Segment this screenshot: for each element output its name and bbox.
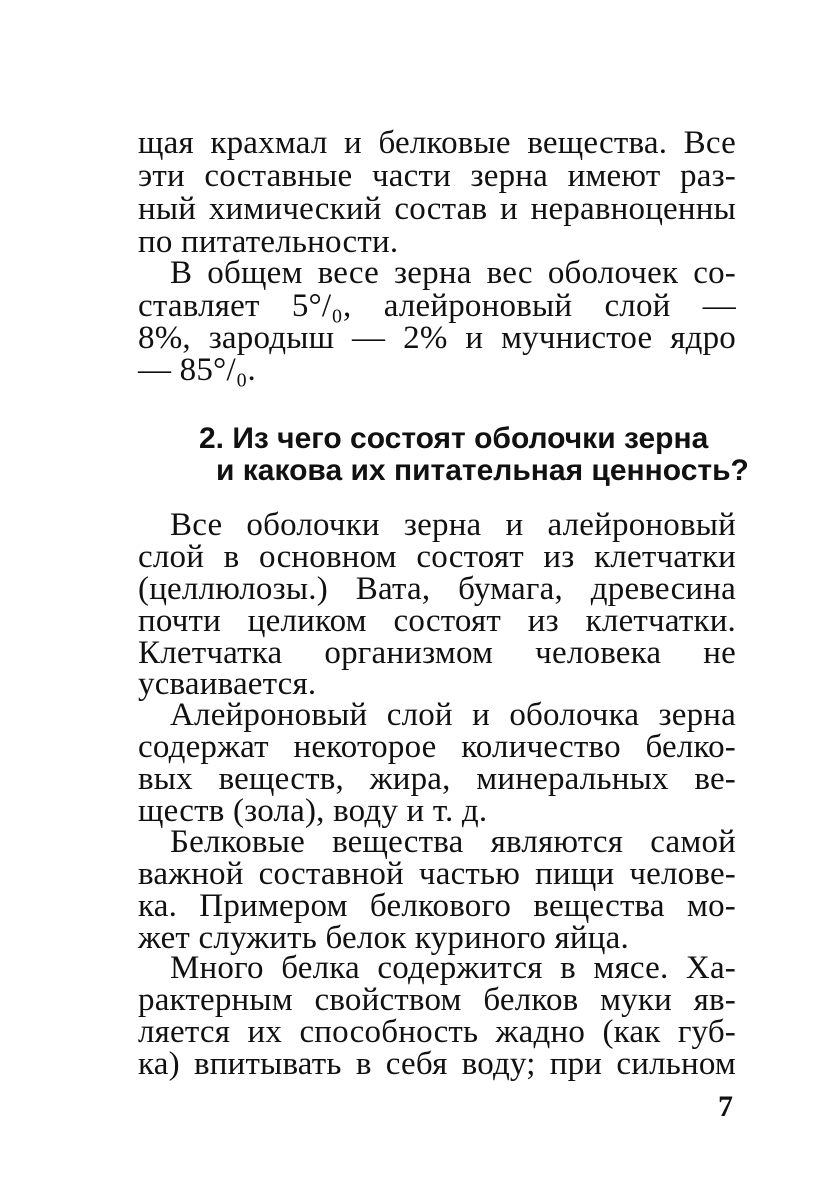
text-line: Много белка содержится в мясе. Ха- — [170, 950, 736, 986]
text-line: слой в основном состоят из клетчатки — [138, 539, 736, 575]
text-line: важной составной частью пищи челове- — [138, 856, 736, 892]
text-line: содержат некоторое количество белко- — [138, 729, 736, 765]
text-line: ка) впитывать в себя воду; при сильном — [138, 1046, 736, 1082]
text-line: ставляет 5°/₀, алейроновый слой — — [138, 288, 736, 324]
text-line: эти составные части зерна имеют раз- — [138, 158, 736, 194]
text-line: вых веществ, жира, минеральных ве- — [138, 761, 736, 797]
text-line: (целлюлозы.) Вата, бумага, древесина — [138, 571, 736, 607]
text-line: Все оболочки зерна и алейроновый — [170, 507, 736, 543]
text-line: ляется их способность жадно (как губ- — [138, 1014, 736, 1050]
section-heading-line-2: и какова их питательная ценность? — [216, 454, 749, 487]
page-number: 7 — [718, 1090, 733, 1123]
text-line: ный химический состав и неравноценны — [138, 191, 736, 227]
section-heading-line-1: 2. Из чего состоят оболочки зерна — [199, 422, 709, 455]
text-line: по питательности. — [138, 224, 399, 260]
text-line: Белковые вещества являются самой — [170, 824, 736, 860]
text-line: ществ (зола), воду и т. д. — [138, 793, 488, 829]
text-line: В общем весе зерна вес оболочек со- — [170, 255, 736, 291]
text-line: жет служить белок куриного яйца. — [138, 920, 629, 956]
text-line: Клетчатка организмом человека не — [138, 635, 736, 671]
text-line: ка. Примером белкового вещества мо- — [138, 888, 736, 924]
text-line: — 85°/₀. — [138, 352, 256, 388]
text-line: 8%, зародыш — 2% и мучнистое ядро — [138, 320, 736, 356]
text-line: щая крахмал и белковые вещества. Все — [138, 125, 736, 161]
text-line: Алейроновый слой и оболочка зерна — [170, 697, 736, 733]
text-line: рактерным свойством белков муки яв- — [138, 982, 736, 1018]
text-line: усваивается. — [138, 666, 317, 702]
text-line: почти целиком состоят из клетчатки. — [138, 603, 736, 639]
